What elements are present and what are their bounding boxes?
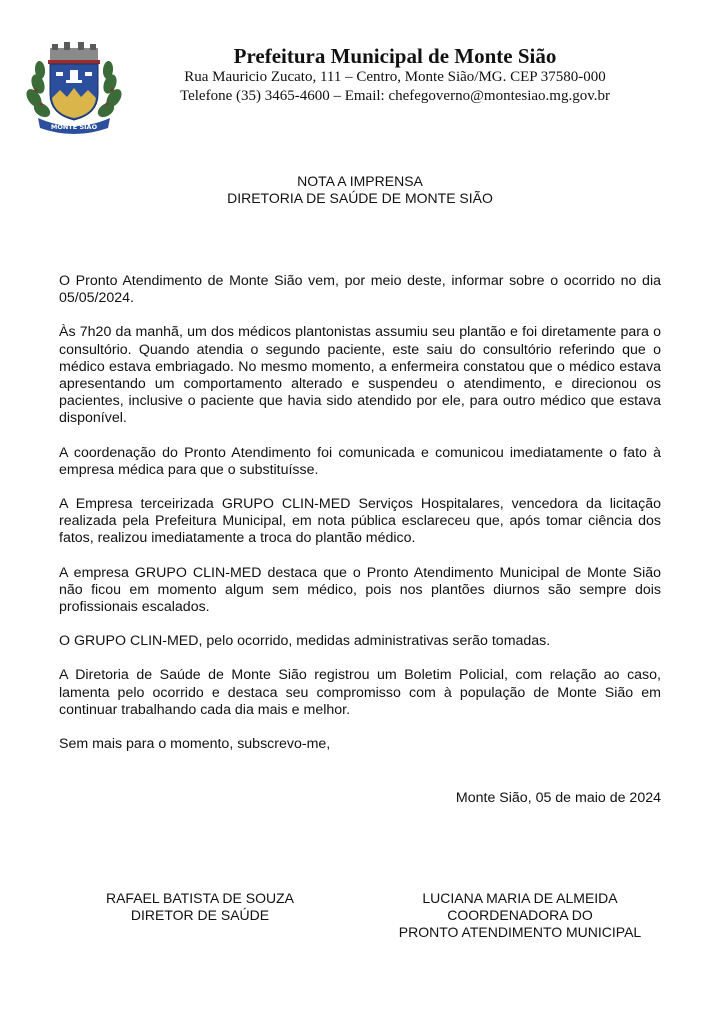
- signatory-role-line-1: COORDENADORA DO: [447, 907, 593, 923]
- municipality-title: Prefeitura Municipal de Monte Sião: [233, 44, 557, 68]
- paragraph: A coordenação do Pronto Atendimento foi comunicada e comunicou imediatamente o fato à empresa médica para que o substituísse.: [59, 444, 661, 478]
- document-body: [59, 273, 661, 770]
- signatory-name: LUCIANA MARIA DE ALMEIDA: [422, 890, 618, 906]
- letterhead: [0, 0, 720, 140]
- signature-right: [380, 890, 660, 941]
- signatory-role-line-2: PRONTO ATENDIMENTO MUNICIPAL: [398, 924, 642, 940]
- signatory-name: RAFAEL BATISTA DE SOUZA: [105, 890, 294, 906]
- closing-paragraph: Sem mais para o momento, subscrevo-me,: [59, 736, 331, 753]
- municipal-crest-logo: [22, 34, 126, 138]
- dateline: Monte Sião, 05 de maio de 2024: [455, 790, 661, 806]
- crest-ribbon-text: MONTE SIÃO: [50, 123, 98, 131]
- paragraph: Às 7h20 da manhã, um dos médicos plantonistas assumiu seu plantão e foi diretamente para o consultório. Quando atendia o segundo paciente, este saiu do consultório referindo que o médico estava embriagado. No mesmo momento, a enfermeira constatou que o médico estava apresentando um comportamento alterado e suspendeu o atendimento, e direcionou os pacientes, inclusive o paciente que havia sido atendido por ele, para outro médico que estava disponível.: [59, 324, 661, 427]
- paragraph: A Diretoria de Saúde de Monte Sião registrou um Boletim Policial, com relação ao caso, lamenta pelo ocorrido e destaca seu compromisso com à população de Monte Sião em continuar trabalhando cada dia mais e melhor.: [59, 667, 661, 718]
- title-line-1: NOTA A IMPRENSA: [297, 173, 423, 189]
- paragraph: O Pronto Atendimento de Monte Sião vem, por meio deste, informar sobre o ocorrido no dia 05/05/2024.: [59, 273, 661, 307]
- signatory-role: DIRETOR DE SAÚDE: [130, 907, 270, 923]
- letterhead-text: [160, 44, 630, 106]
- paragraph: O GRUPO CLIN-MED, pelo ocorrido, medidas administrativas serão tomadas.: [59, 633, 551, 650]
- municipality-address: Rua Mauricio Zucato, 111 – Centro, Monte Sião/MG. CEP 37580-000: [184, 69, 606, 85]
- paragraph: A empresa GRUPO CLIN-MED destaca que o Pronto Atendimento Municipal de Monte Sião não ficou em momento algum sem médico, pois nos plantões diurnos são sempre dois profissionais escalados.: [59, 564, 661, 616]
- signature-left: [90, 890, 310, 924]
- municipality-contact: Telefone (35) 3465-4600 – Email: chefegoverno@montesiao.mg.gov.br: [179, 88, 610, 104]
- paragraph: A Empresa terceirizada GRUPO CLIN-MED Serviços Hospitalares, vencedora da licitação realizada pela Prefeitura Municipal, em nota pública esclareceu que, após tomar ciência dos fatos, realizou imediatamente a troca do plantão médico.: [59, 496, 661, 547]
- document-title: [0, 173, 720, 207]
- title-line-2: DIRETORIA DE SAÚDE DE MONTE SIÃO: [227, 190, 493, 206]
